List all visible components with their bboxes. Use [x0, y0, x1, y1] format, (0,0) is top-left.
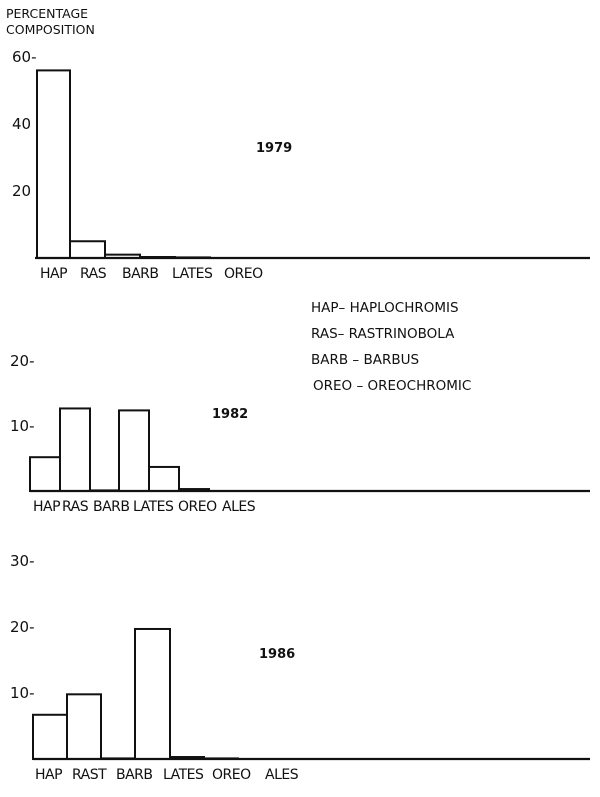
panel-1982	[10, 352, 590, 515]
x-tick-label-hap: HAP	[33, 499, 61, 515]
x-tick-label-ales: ALES	[222, 499, 256, 515]
year-label: 1979	[256, 141, 293, 156]
y-tick-label: 10-	[10, 417, 35, 435]
x-tick-label-oreo: OREO	[224, 266, 263, 282]
legend	[311, 300, 471, 394]
x-tick-label-ras: RAS	[62, 499, 89, 515]
y-tick-label: 40	[12, 115, 32, 133]
x-tick-label-lates: LATES	[133, 499, 174, 515]
legend-item-barb: BARB – BARBUS	[311, 352, 420, 368]
bar-rast	[67, 694, 101, 759]
y-tick-label: 20-	[10, 618, 35, 636]
x-tick-label-hap: HAP	[35, 767, 63, 783]
legend-item-ras: RAS– RASTRINOBOLA	[311, 326, 455, 342]
x-tick-label-oreo: OREO	[178, 499, 217, 515]
x-tick-label-lates: LATES	[172, 266, 213, 282]
x-tick-label-ras: RAS	[80, 266, 107, 282]
legend-item-oreo: OREO – OREOCHROMIC	[313, 378, 472, 394]
bar-barb	[105, 255, 140, 258]
x-tick-label-hap: HAP	[40, 266, 68, 282]
bar-lates	[140, 257, 175, 258]
y-axis-title-line1: PERCENTAGE	[6, 6, 89, 21]
x-tick-label-rast: RAST	[72, 767, 107, 783]
y-tick-label: 10-	[10, 684, 35, 702]
x-tick-label-barb: BARB	[122, 266, 159, 282]
bar-ales	[179, 489, 209, 491]
legend-item-hap: HAP– HAPLOCHROMIS	[311, 300, 459, 316]
x-tick-label-barb: BARB	[93, 499, 130, 515]
y-tick-label: 30-	[10, 552, 35, 570]
y-tick-label: 60-	[12, 48, 37, 66]
x-tick-label-oreo: OREO	[212, 767, 251, 783]
x-tick-label-barb: BARB	[116, 767, 153, 783]
y-axis-title-line2: COMPOSITION	[6, 22, 95, 37]
bar-barb	[90, 490, 119, 491]
panel-1986	[10, 552, 590, 783]
x-tick-label-ales: ALES	[265, 767, 299, 783]
bar-oreo	[175, 257, 210, 258]
bar-hap	[30, 457, 60, 491]
panel-1979	[12, 48, 590, 282]
bar-lates	[135, 629, 170, 759]
bar-oreo	[149, 467, 179, 491]
bar-oreo	[170, 757, 204, 759]
bar-barb	[101, 758, 135, 759]
bar-ales	[204, 758, 238, 759]
y-tick-label: 20-	[10, 352, 35, 370]
bar-hap	[33, 715, 67, 759]
x-tick-label-lates: LATES	[163, 767, 204, 783]
year-label: 1982	[212, 407, 249, 422]
bar-lates	[119, 410, 149, 491]
bar-ras	[60, 408, 90, 491]
bar-hap	[37, 70, 70, 258]
bar-ras	[70, 241, 105, 258]
year-label: 1986	[259, 647, 296, 662]
y-tick-label: 20	[12, 182, 32, 200]
